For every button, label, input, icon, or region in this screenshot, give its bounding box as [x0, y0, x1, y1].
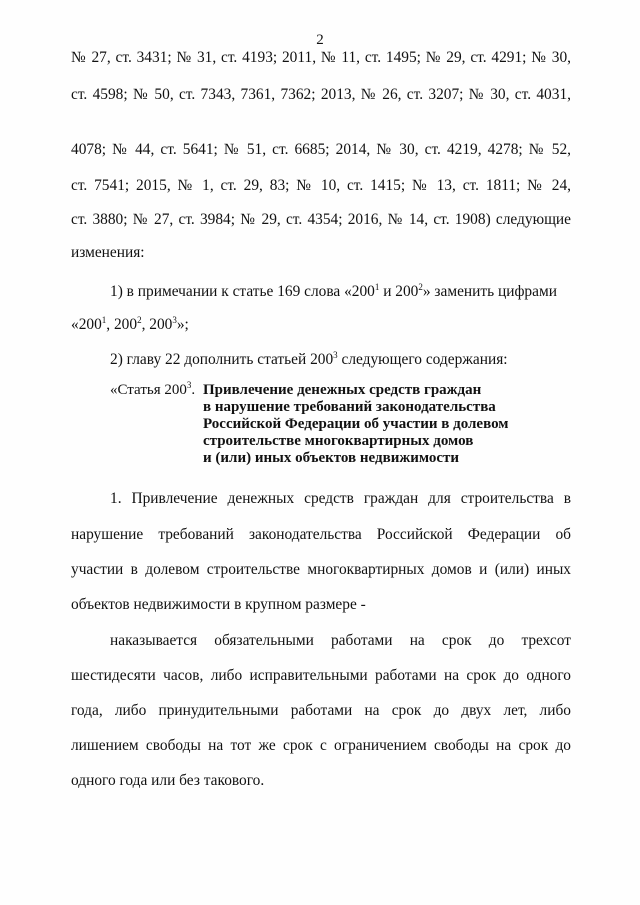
text-segment: 1) в примечании к статье 169 слова «200 — [110, 283, 375, 300]
intro-line: 4078; № 44, ст. 5641; № 51, ст. 6685; 2014, № 30, ст. 4219, 4278; № 52, — [71, 141, 571, 158]
penalty-line: года, либо принудительными работами на срок до двух лет, либо — [71, 702, 571, 719]
superscript: 3 — [333, 350, 338, 360]
text-segment: 2) главу 22 дополнить статьей 200 — [110, 351, 334, 368]
text-segment: , 200 — [106, 316, 138, 333]
paragraph-1-line: нарушение требований законодательства Российской Федерации об — [71, 526, 571, 543]
text-segment: »; — [176, 316, 189, 333]
superscript: 3 — [186, 380, 192, 390]
item-1-line-2 — [71, 316, 571, 334]
intro-line: ст. 7541; 2015, № 1, ст. 29, 83; № 10, ст. 1415; № 13, ст. 1811; № 24, — [71, 177, 571, 194]
text-segment: «200 — [71, 316, 102, 333]
article-title-line: в нарушение требований законодательства — [203, 399, 496, 415]
paragraph-1-line: участии в долевом строительстве многоквартирных домов и (или) иных — [71, 561, 571, 578]
text-segment: следующего содержания: — [337, 351, 508, 368]
text-segment: » заменить цифрами — [422, 283, 557, 300]
intro-line: ст. 4598; № 50, ст. 7343, 7361, 7362; 2013, № 26, ст. 3207; № 30, ст. 4031, — [71, 86, 571, 103]
text-segment: . — [191, 382, 196, 398]
penalty-line: лишением свободы на тот же срок с ограничением свободы на срок до — [71, 737, 571, 754]
article-title-line: Российской Федерации об участии в долевом — [203, 416, 509, 432]
superscript: 1 — [101, 315, 107, 325]
article-title-line: и (или) иных объектов недвижимости — [203, 450, 460, 466]
text-segment: и 200 — [379, 283, 419, 300]
intro-line: № 27, ст. 3431; № 31, ст. 4193; 2011, № 11, ст. 1495; № 29, ст. 4291; № 30, — [71, 49, 571, 66]
penalty-line: шестидесяти часов, либо исправительными работами на срок до одного — [71, 667, 571, 684]
text-segment: «Статья 200 — [110, 382, 187, 398]
intro-line: изменения: — [71, 244, 145, 261]
paragraph-1-line: объектов недвижимости в крупном размере - — [71, 596, 366, 613]
item-1-line-1 — [110, 283, 571, 301]
superscript: 3 — [172, 315, 177, 325]
penalty-line: наказывается обязательными работами на срок до трехсот — [110, 632, 571, 649]
article-label — [110, 382, 195, 399]
page-number: 2 — [316, 32, 324, 48]
article-title-line: Привлечение денежных средств граждан — [203, 382, 482, 398]
item-2-line — [110, 351, 571, 369]
article-title-line: строительстве многоквартирных домов — [203, 433, 474, 449]
text-segment: , 200 — [141, 316, 173, 333]
intro-line: ст. 3880; № 27, ст. 3984; № 29, ст. 4354; 2016, № 14, ст. 1908) следующие — [71, 211, 571, 228]
superscript: 2 — [418, 282, 423, 292]
paragraph-1-line: 1. Привлечение денежных средств граждан для строительства в — [110, 490, 571, 507]
superscript: 2 — [137, 315, 142, 325]
penalty-line: одного года или без такового. — [71, 772, 265, 789]
superscript: 1 — [374, 282, 380, 292]
article-title — [203, 382, 513, 467]
